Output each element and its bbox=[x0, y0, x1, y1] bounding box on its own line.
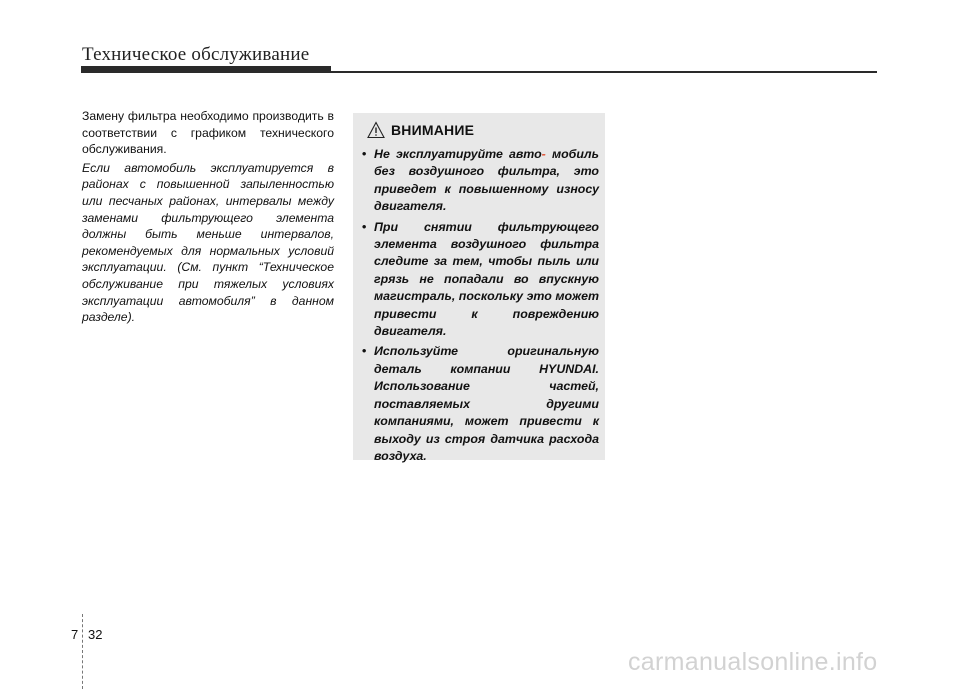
warning-item-text-continued: мобиль без воздушного фильтра, это приведет к повышенному износу двигателя. bbox=[374, 147, 599, 214]
watermark-text: carmanualsonline.info bbox=[628, 648, 878, 676]
warning-title: ВНИМАНИЕ bbox=[391, 122, 475, 138]
warning-item-text: Не эксплуатируйте авто bbox=[374, 147, 542, 161]
section-number: 7 bbox=[71, 627, 79, 642]
bullet-mark: • bbox=[362, 147, 367, 161]
footer-divider-line bbox=[82, 614, 83, 689]
warning-item-text: Используйте оригинальную деталь компании HYUNDAI. Использование частей, поставляемых другими компаниями, может привести к выходу из строя датчика расхода воздуха. bbox=[374, 344, 599, 463]
bullet-mark: • bbox=[362, 219, 367, 234]
warning-triangle-icon bbox=[367, 121, 385, 139]
warning-list bbox=[361, 146, 599, 468]
main-text-column bbox=[82, 108, 334, 326]
paragraph-dusty-conditions: Если автомобиль эксплуатируется в районах с повышенной запыленностью или песчаных районах, интервалы между заменами фильтрующего элемента должны быть меньше интервалов, рекомендуемых для нормальных условий эксплуатации. (См. пункт “Техническое обслуживание при тяжелых условиях эксплуатации автомобиля” в данном разделе). bbox=[82, 160, 334, 325]
bullet-mark: • bbox=[362, 344, 367, 359]
page-header-title: Техническое обслуживание bbox=[82, 44, 310, 65]
warning-item-text: При снятии фильтрующего элемента воздушного фильтра следите за тем, чтобы пыль или грязь не попадали во впускную магистраль, поскольку это может привести к повреждению двигателя. bbox=[374, 219, 599, 339]
warning-item bbox=[361, 219, 599, 341]
warning-header bbox=[367, 121, 474, 139]
paragraph-filter-replacement: Замену фильтра необходимо производить в соответствии с графиком технического обслуживания. bbox=[82, 109, 334, 157]
hyphenation-mark: - bbox=[541, 147, 546, 161]
warning-box bbox=[353, 113, 605, 463]
warning-item bbox=[361, 146, 599, 216]
warning-item bbox=[361, 343, 599, 465]
page-number: 32 bbox=[88, 627, 103, 642]
header-rule-thin bbox=[81, 71, 877, 73]
